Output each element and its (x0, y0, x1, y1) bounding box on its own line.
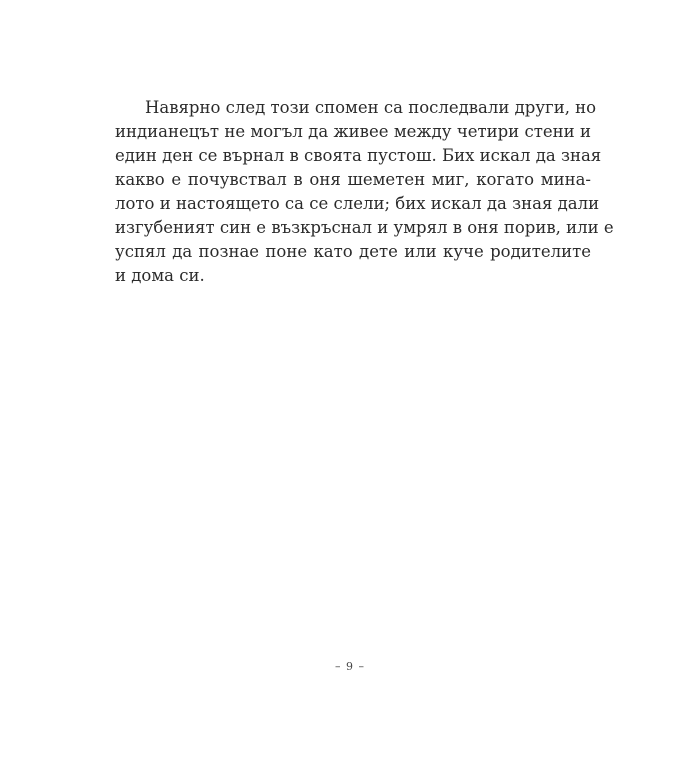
text-line: лото и настоящето са се слели; бих искал да зная дали (115, 194, 600, 213)
text-line: индианецът не могъл да живее между четири стени и (115, 122, 591, 141)
page-number: – 9 – (335, 660, 365, 673)
text-line: един ден се върнал в своята пустош. Бих искал да зная (115, 146, 602, 165)
text-line: и дома си. (115, 266, 205, 285)
body-paragraph (115, 96, 614, 288)
text-line: какво е почувствал в оня шеметен миг, когато мина- (115, 170, 591, 189)
text-line: успял да познае поне като дете или куче родителите (115, 242, 591, 261)
text-line: Навярно след този спомен са последвали други, но (145, 98, 597, 117)
text-line: изгубеният син е възкръснал и умрял в оня порив, или е (115, 218, 614, 237)
